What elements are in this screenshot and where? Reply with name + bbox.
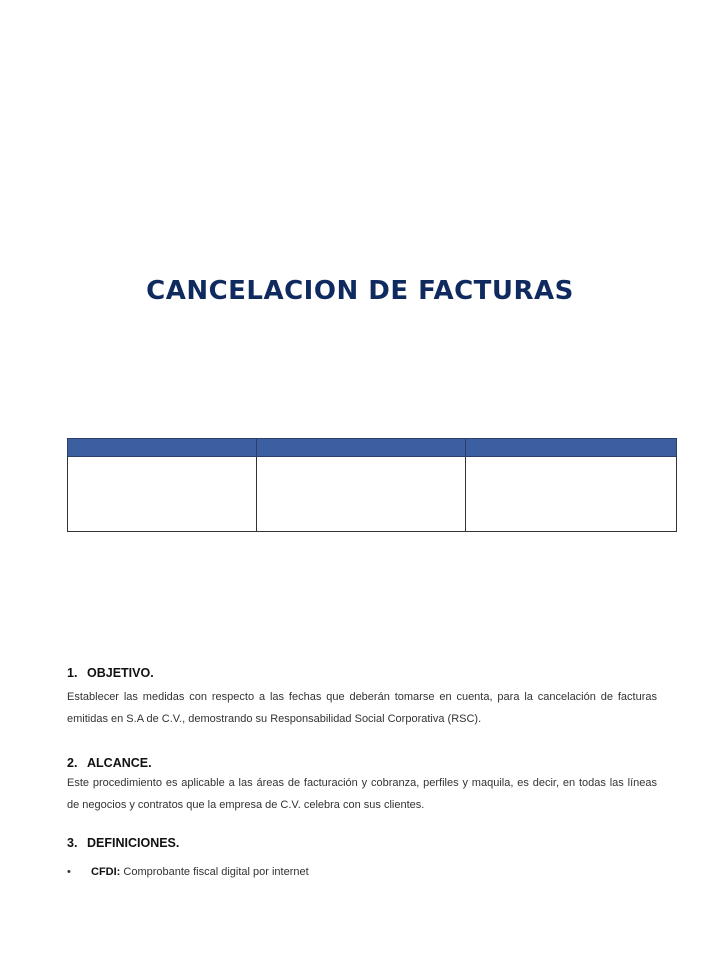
section-heading-text: DEFINICIONES. xyxy=(87,836,180,850)
definition-item xyxy=(67,866,309,878)
approval-table-cell xyxy=(466,457,677,532)
approval-table-header-cell xyxy=(68,439,257,457)
section-paragraph: Este procedimiento es aplicable a las áreas de facturación y cobranza, perfiles y maquila, es decir, en todas las líneas de negocios y contratos que la empresa de C.V. celebra con sus clientes. xyxy=(67,777,657,811)
section-number: 3. xyxy=(67,836,78,850)
approval-table-header-cell xyxy=(466,439,677,457)
section-heading xyxy=(67,836,657,850)
section-paragraph: Establecer las medidas con respecto a las fechas que deberán tomarse en cuenta, para la cancelación de facturas emitidas en S.A de C.V., demostrando su Responsabilidad Social Corporativa (RSC). xyxy=(67,691,657,725)
bullet-icon: • xyxy=(67,866,71,878)
definition-text: Comprobante fiscal digital por internet xyxy=(123,866,309,878)
section-definiciones xyxy=(67,836,657,850)
approval-table-cell xyxy=(257,457,466,532)
approval-table-header-cell xyxy=(257,439,466,457)
approval-table-header-row xyxy=(68,439,677,457)
section-heading xyxy=(67,756,657,770)
section-number: 1. xyxy=(67,666,78,680)
approval-table-cell xyxy=(68,457,257,532)
section-objetivo xyxy=(67,666,657,730)
section-alcance xyxy=(67,756,657,816)
definition-term: CFDI: xyxy=(91,866,121,878)
document-title: CANCELACION DE FACTURAS xyxy=(146,276,574,306)
section-heading xyxy=(67,666,657,680)
section-number: 2. xyxy=(67,756,78,770)
section-heading-text: OBJETIVO. xyxy=(87,666,154,680)
approval-table xyxy=(67,438,677,532)
section-heading-text: ALCANCE. xyxy=(87,756,152,770)
approval-table-row xyxy=(68,457,677,532)
